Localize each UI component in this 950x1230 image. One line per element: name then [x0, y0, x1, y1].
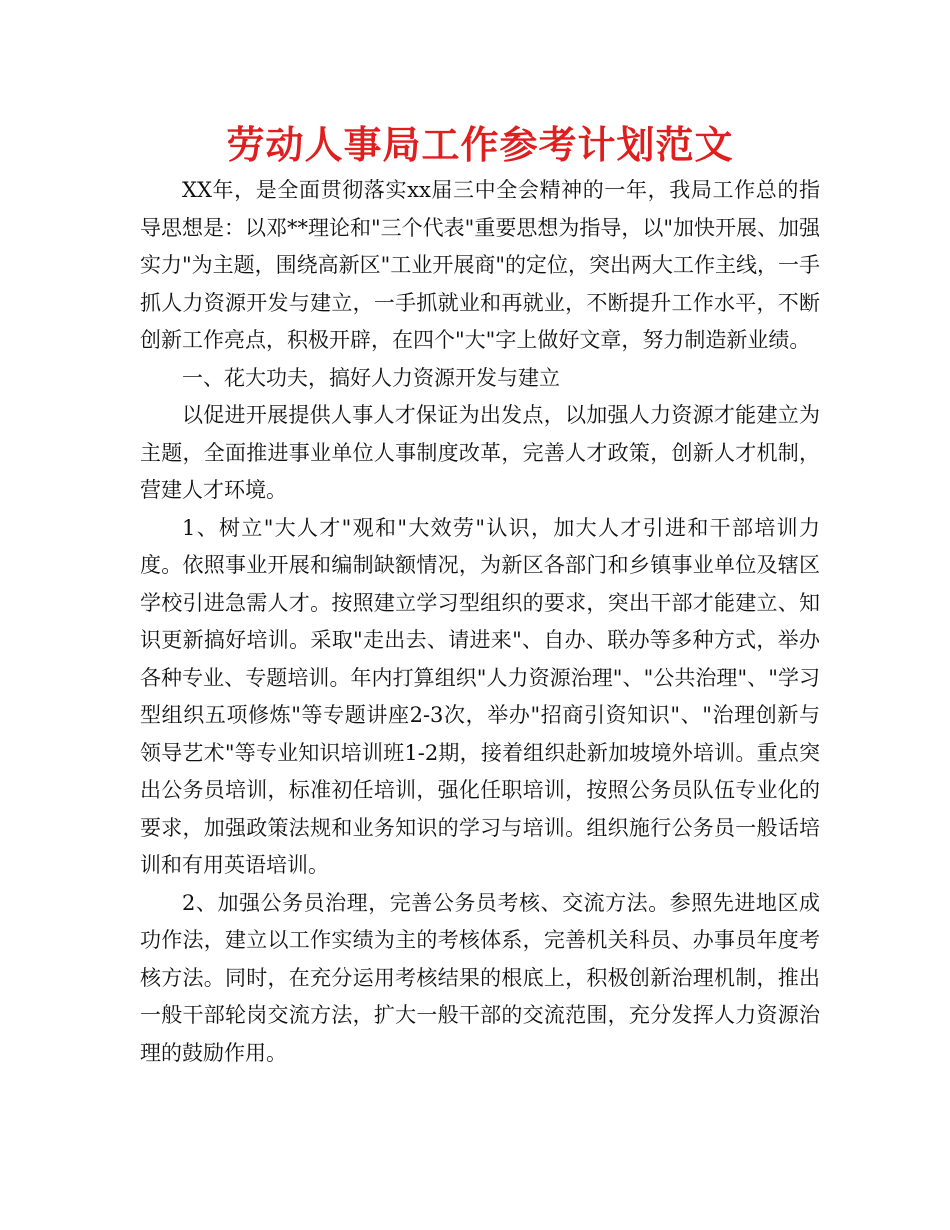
document-title: 劳动人事局工作参考计划范文: [226, 123, 734, 167]
document-body: [140, 172, 820, 1072]
section-heading-1: 一、花大功夫，搞好人力资源开发与建立: [182, 365, 560, 390]
paragraph-item-2: 2、加强公务员治理，完善公务员考核、交流方法。参照先进地区成功作法，建立以工作实绩为主的考核体系，完善机关科员、办事员年度考核方法。同时，在充分运用考核结果的根底上，积极创新治理机制，推出一般干部轮岗交流方法，扩大一般干部的交流范围，充分发挥人力资源治理的鼓励作用。: [140, 890, 820, 1065]
paragraph-section-1-summary: 以促进开展提供人事人才保证为出发点，以加强人力资源才能建立为主题，全面推进事业单位人事制度改革，完善人才政策，创新人才机制，营建人才环境。: [140, 403, 820, 502]
paragraph-intro: XX年，是全面贯彻落实xx届三中全会精神的一年，我局工作总的指导思想是：以邓**理论和"三个代表"重要思想为指导，以"加快开展、加强实力"为主题，围绕高新区"工业开展商"的定位，突出两大工作主线，一手抓人力资源开发与建立，一手抓就业和再就业，不断提升工作水平，不断创新工作亮点，积极开辟，在四个"大"字上做好文章，努力制造新业绩。: [140, 178, 820, 352]
paragraph-item-1: 1、树立"大人才"观和"大效劳"认识，加大人才引进和干部培训力度。依照事业开展和编制缺额情况，为新区各部门和乡镇事业单位及辖区学校引进急需人才。按照建立学习型组织的要求，突出干部才能建立、知识更新搞好培训。采取"走出去、请进来"、自办、联办等多种方式，举办各种专业、专题培训。年内打算组织"人力资源治理"、"公共治理"、"学习型组织五项修炼"等专题讲座2-3次，举办"招商引资知识"、"治理创新与领导艺术"等专业知识培训班1-2期，接着组织赴新加坡境外培训。重点突出公务员培训，标准初任培训，强化任职培训，按照公务员队伍专业化的要求，加强政策法规和业务知识的学习与培训。组织施行公务员一般话培训和有用英语培训。: [140, 515, 820, 877]
